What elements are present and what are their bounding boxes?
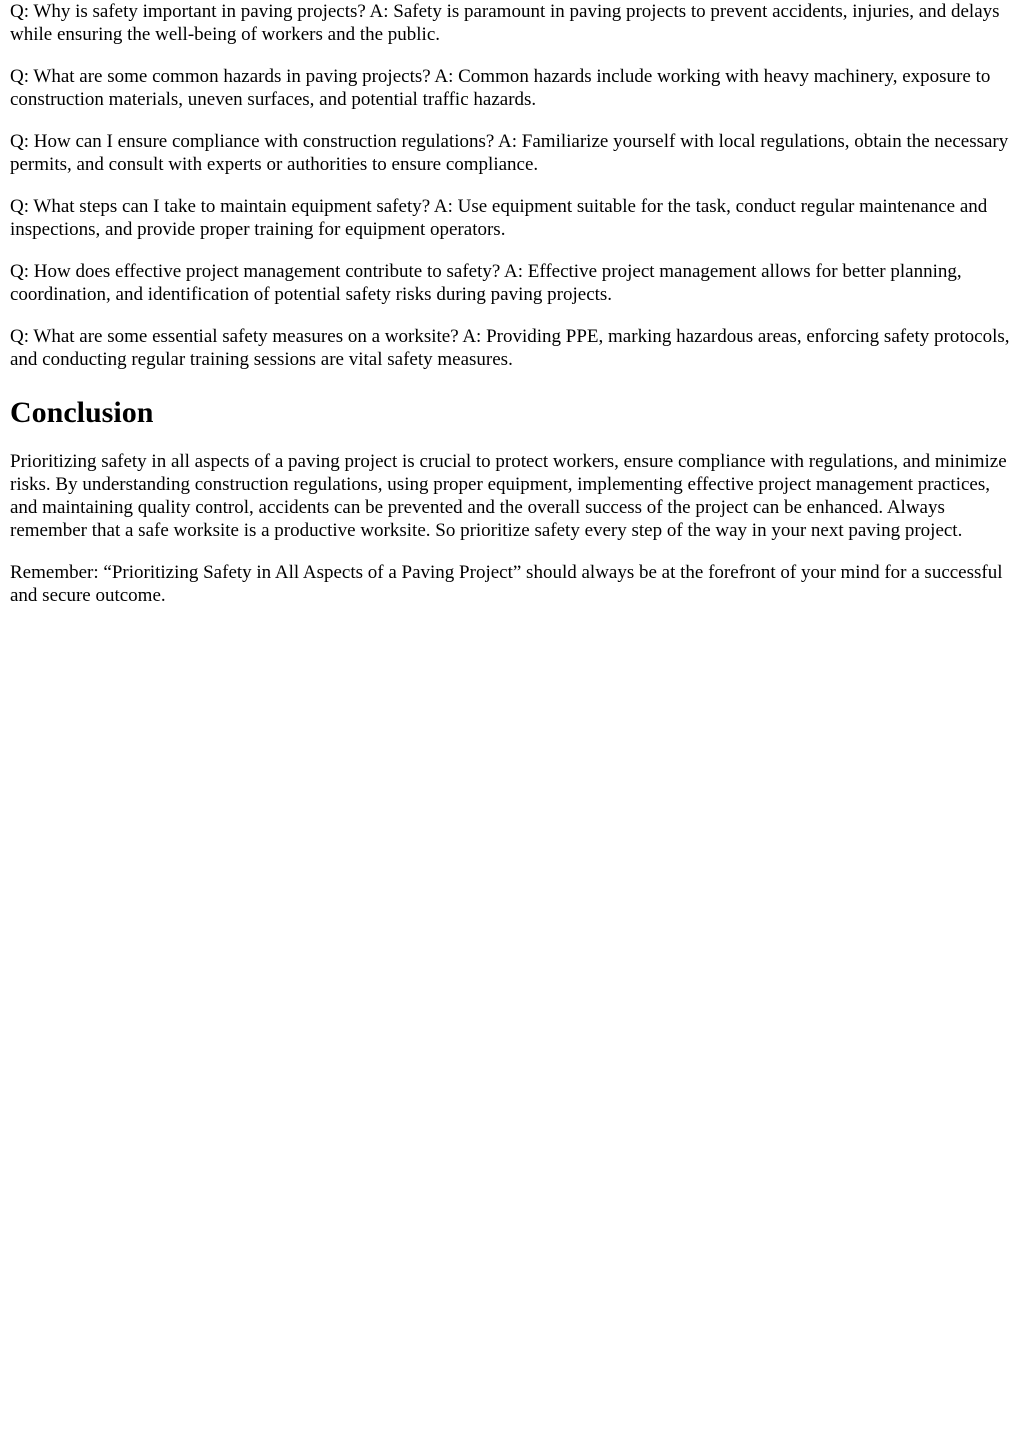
conclusion-paragraph: Prioritizing safety in all aspects of a paving project is crucial to protect workers, ensure compliance with regulations, and minimize risks. By understanding construction regulations, using proper equipment, implementing effective project management practices, and maintaining quality control, accidents can be prevented and the overall success of the project can be enhanced. Always remember that a safe worksite is a productive worksite. So prioritize safety every step of the way in your next paving project. xyxy=(10,451,1007,541)
faq-item: Q: How does effective project management contribute to safety? A: Effective project management allows for better planning, coordination, and identification of potential safety risks during paving projects. xyxy=(10,261,962,305)
faq-item: Q: What steps can I take to maintain equipment safety? A: Use equipment suitable for the task, conduct regular maintenance and inspections, and provide proper training for equipment operators. xyxy=(10,196,988,240)
closing-remark-paragraph: Remember: “Prioritizing Safety in All Aspects of a Paving Project” should always be at the forefront of your mind for a successful and secure outcome. xyxy=(10,562,1003,606)
faq-item: Q: What are some common hazards in paving projects? A: Common hazards include working with heavy machinery, exposure to construction materials, uneven surfaces, and potential traffic hazards. xyxy=(10,66,991,110)
faq-list xyxy=(10,0,1014,371)
article-page xyxy=(0,0,1024,607)
faq-item: Q: Why is safety important in paving projects? A: Safety is paramount in paving projects to prevent accidents, injuries, and delays while ensuring the well-being of workers and the public. xyxy=(10,1,1000,45)
faq-item: Q: What are some essential safety measures on a worksite? A: Providing PPE, marking hazardous areas, enforcing safety protocols, and conducting regular training sessions are vital safety measures. xyxy=(10,326,1010,370)
conclusion-heading: Conclusion xyxy=(10,396,154,429)
faq-item: Q: How can I ensure compliance with construction regulations? A: Familiarize yourself with local regulations, obtain the necessary permits, and consult with experts or authorities to ensure compliance. xyxy=(10,131,1009,175)
